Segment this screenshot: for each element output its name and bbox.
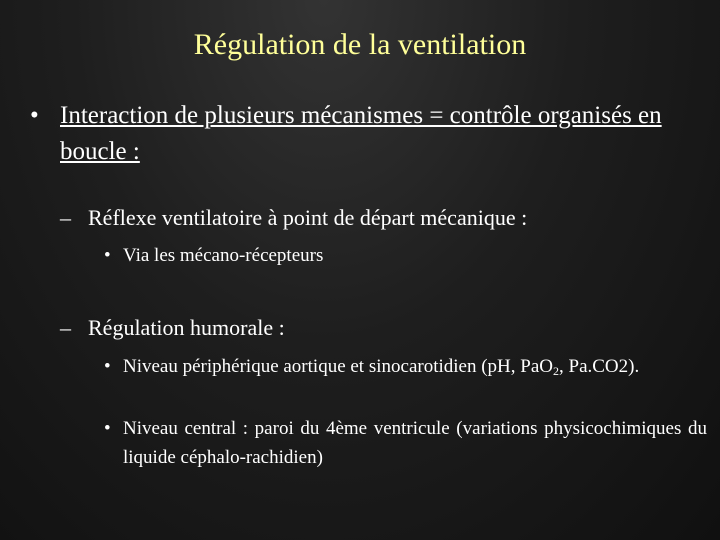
sub-point-mechanical-reflex bbox=[60, 203, 680, 233]
slide-title: Régulation de la ventilation bbox=[193, 28, 527, 61]
list-item-mechanoreceptors bbox=[104, 241, 707, 270]
main-bullet-text: Interaction de plusieurs mécanismes = contrôle organisés en boucle : bbox=[60, 102, 662, 165]
sub-point-text: Régulation humorale : bbox=[88, 315, 285, 340]
peripheral-text-after: , Pa.CO2). bbox=[559, 356, 640, 377]
list-item-text: Niveau central : paroi du 4ème ventricule (variations physicochimiques du liquide céphalo-rachidien) bbox=[123, 418, 707, 468]
list-item-text bbox=[123, 352, 707, 381]
peripheral-text-before: Niveau périphérique aortique et sinocarotidien (pH, PaO bbox=[123, 356, 553, 377]
bullet-marker: • bbox=[104, 418, 111, 439]
dash-marker: – bbox=[60, 205, 71, 230]
list-item-central-level bbox=[104, 414, 707, 472]
main-bullet bbox=[30, 98, 680, 170]
list-item-text: Via les mécano-récepteurs bbox=[123, 245, 324, 266]
bullet-marker: • bbox=[104, 245, 111, 266]
sub-point-humoral-regulation bbox=[60, 313, 680, 343]
list-item-peripheral-level bbox=[104, 352, 707, 381]
bullet-marker: • bbox=[30, 102, 39, 129]
dash-marker: – bbox=[60, 315, 71, 340]
bullet-marker: • bbox=[104, 356, 111, 377]
sub-point-text: Réflexe ventilatoire à point de départ mécanique : bbox=[88, 205, 528, 230]
subscript-two: 2 bbox=[553, 364, 559, 378]
